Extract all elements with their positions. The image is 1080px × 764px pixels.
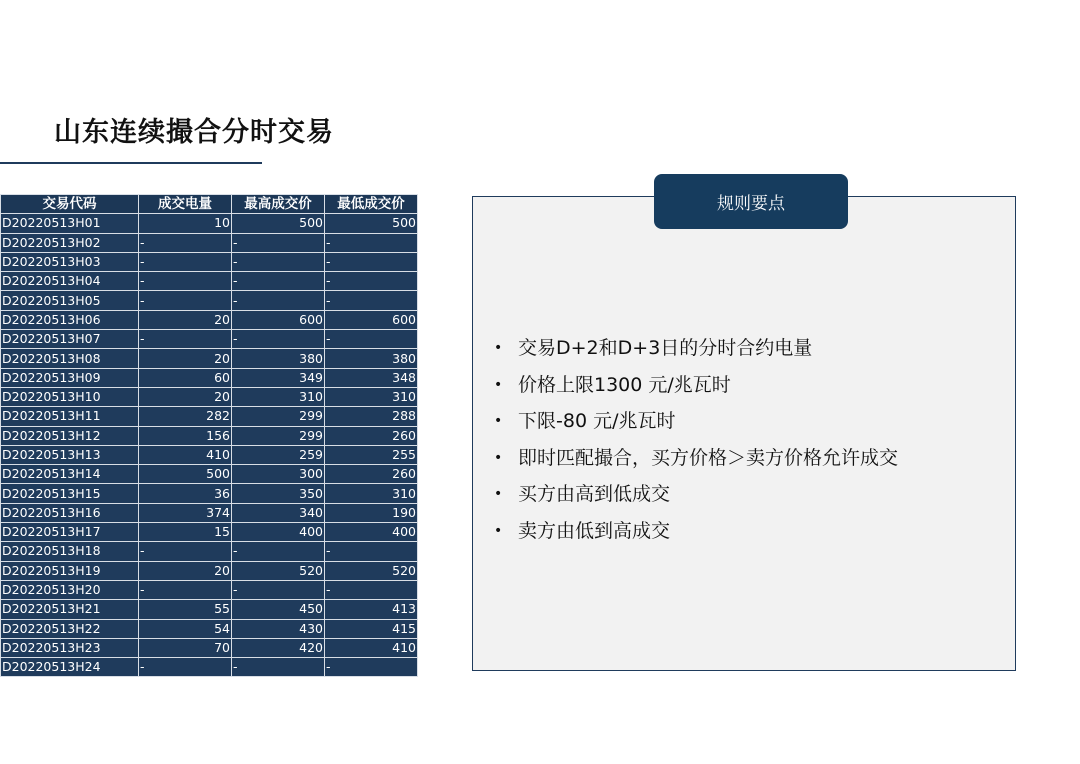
table-row [1, 387, 418, 406]
cell-max-price: 349 [232, 368, 325, 387]
cell-code: D20220513H16 [1, 503, 139, 522]
trade-table [0, 194, 418, 677]
cell-min-price: - [325, 252, 418, 271]
cell-min-price: - [325, 542, 418, 561]
cell-min-price: 415 [325, 619, 418, 638]
cell-max-price: 450 [232, 600, 325, 619]
cell-volume: 10 [139, 214, 232, 233]
cell-min-price: 190 [325, 503, 418, 522]
cell-volume: - [139, 580, 232, 599]
cell-max-price: - [232, 233, 325, 252]
table-row [1, 619, 418, 638]
table-row [1, 252, 418, 271]
table-row [1, 330, 418, 349]
cell-max-price: 259 [232, 445, 325, 464]
cell-max-price: 299 [232, 426, 325, 445]
table-row [1, 272, 418, 291]
cell-min-price: - [325, 272, 418, 291]
cell-min-price: - [325, 580, 418, 599]
table-row [1, 407, 418, 426]
cell-code: D20220513H05 [1, 291, 139, 310]
cell-max-price: 420 [232, 638, 325, 657]
cell-min-price: 520 [325, 561, 418, 580]
table-header-row [1, 195, 418, 214]
table-row [1, 580, 418, 599]
bullet-icon: • [494, 522, 503, 539]
rule-text: 交易D+2和D+3日的分时合约电量 [518, 337, 813, 359]
cell-volume: - [139, 542, 232, 561]
rule-item [494, 440, 898, 477]
cell-min-price: - [325, 330, 418, 349]
column-header-max-price: 最高成交价 [232, 195, 325, 214]
table-row [1, 503, 418, 522]
rule-item [494, 330, 898, 367]
cell-max-price: 300 [232, 465, 325, 484]
cell-volume: - [139, 330, 232, 349]
table-row [1, 291, 418, 310]
table-row [1, 426, 418, 445]
rule-text: 买方由高到低成交 [518, 483, 671, 505]
table-row [1, 310, 418, 329]
column-header-min-price: 最低成交价 [325, 195, 418, 214]
cell-min-price: - [325, 658, 418, 677]
cell-code: D20220513H10 [1, 387, 139, 406]
table-body [1, 214, 418, 677]
cell-volume: 54 [139, 619, 232, 638]
cell-code: D20220513H04 [1, 272, 139, 291]
cell-volume: 500 [139, 465, 232, 484]
cell-volume: - [139, 272, 232, 291]
cell-code: D20220513H14 [1, 465, 139, 484]
cell-code: D20220513H22 [1, 619, 139, 638]
rule-item [494, 367, 898, 404]
cell-max-price: 400 [232, 523, 325, 542]
cell-min-price: 310 [325, 484, 418, 503]
cell-volume: 20 [139, 349, 232, 368]
cell-max-price: - [232, 272, 325, 291]
cell-volume: 20 [139, 561, 232, 580]
cell-min-price: 400 [325, 523, 418, 542]
bullet-icon: • [494, 449, 503, 466]
cell-volume: 374 [139, 503, 232, 522]
bullet-icon: • [494, 486, 503, 502]
cell-min-price: 310 [325, 387, 418, 406]
cell-min-price: 500 [325, 214, 418, 233]
cell-min-price: 255 [325, 445, 418, 464]
cell-volume: 20 [139, 387, 232, 406]
cell-max-price: 350 [232, 484, 325, 503]
cell-max-price: 340 [232, 503, 325, 522]
bullet-icon: • [494, 340, 503, 356]
cell-volume: 156 [139, 426, 232, 445]
cell-max-price: - [232, 542, 325, 561]
cell-volume: 410 [139, 445, 232, 464]
title-underline [0, 162, 262, 164]
cell-min-price: 410 [325, 638, 418, 657]
table-row [1, 561, 418, 580]
table-row [1, 445, 418, 464]
cell-code: D20220513H08 [1, 349, 139, 368]
cell-code: D20220513H17 [1, 523, 139, 542]
cell-code: D20220513H07 [1, 330, 139, 349]
table-row [1, 484, 418, 503]
cell-max-price: 299 [232, 407, 325, 426]
rule-text: 下限-80 元/兆瓦时 [518, 410, 676, 432]
cell-max-price: 600 [232, 310, 325, 329]
cell-volume: 36 [139, 484, 232, 503]
cell-code: D20220513H09 [1, 368, 139, 387]
cell-code: D20220513H18 [1, 542, 139, 561]
table-row [1, 542, 418, 561]
table-row [1, 523, 418, 542]
cell-min-price: - [325, 291, 418, 310]
table-row [1, 638, 418, 657]
cell-code: D20220513H13 [1, 445, 139, 464]
bullet-icon: • [494, 413, 503, 429]
cell-max-price: - [232, 330, 325, 349]
rule-item [494, 403, 898, 440]
cell-code: D20220513H24 [1, 658, 139, 677]
cell-code: D20220513H02 [1, 233, 139, 252]
cell-volume: 20 [139, 310, 232, 329]
cell-min-price: 380 [325, 349, 418, 368]
cell-max-price: 500 [232, 214, 325, 233]
cell-max-price: 520 [232, 561, 325, 580]
cell-volume: 70 [139, 638, 232, 657]
cell-code: D20220513H03 [1, 252, 139, 271]
cell-code: D20220513H15 [1, 484, 139, 503]
cell-code: D20220513H19 [1, 561, 139, 580]
bullet-icon: • [494, 376, 503, 393]
rule-item [494, 476, 898, 513]
rule-item [494, 513, 898, 550]
cell-max-price: - [232, 658, 325, 677]
table-row [1, 214, 418, 233]
column-header-code: 交易代码 [1, 195, 139, 214]
cell-volume: - [139, 233, 232, 252]
cell-volume: 60 [139, 368, 232, 387]
cell-max-price: 430 [232, 619, 325, 638]
table-row [1, 233, 418, 252]
cell-volume: 55 [139, 600, 232, 619]
cell-code: D20220513H21 [1, 600, 139, 619]
table-row [1, 349, 418, 368]
cell-min-price: 288 [325, 407, 418, 426]
cell-max-price: - [232, 252, 325, 271]
cell-max-price: - [232, 580, 325, 599]
cell-min-price: 260 [325, 426, 418, 445]
cell-code: D20220513H20 [1, 580, 139, 599]
cell-code: D20220513H12 [1, 426, 139, 445]
cell-min-price: 413 [325, 600, 418, 619]
table-row [1, 658, 418, 677]
column-header-volume: 成交电量 [139, 195, 232, 214]
cell-code: D20220513H06 [1, 310, 139, 329]
rule-text: 即时匹配撮合，买方价格＞卖方价格允许成交 [518, 446, 899, 469]
cell-max-price: 310 [232, 387, 325, 406]
cell-min-price: - [325, 233, 418, 252]
cell-min-price: 260 [325, 465, 418, 484]
table-row [1, 368, 418, 387]
cell-volume: 15 [139, 523, 232, 542]
cell-min-price: 348 [325, 368, 418, 387]
cell-volume: - [139, 291, 232, 310]
cell-max-price: - [232, 291, 325, 310]
rules-panel-header: 规则要点 [654, 174, 848, 229]
cell-volume: - [139, 252, 232, 271]
table-row [1, 465, 418, 484]
table-row [1, 600, 418, 619]
cell-volume: - [139, 658, 232, 677]
cell-code: D20220513H01 [1, 214, 139, 233]
page-title: 山东连续撮合分时交易 [54, 117, 334, 148]
cell-min-price: 600 [325, 310, 418, 329]
cell-max-price: 380 [232, 349, 325, 368]
rule-text: 价格上限1300 元/兆瓦时 [518, 373, 731, 396]
cell-volume: 282 [139, 407, 232, 426]
rules-list [494, 330, 898, 549]
rule-text: 卖方由低到高成交 [518, 519, 671, 542]
cell-code: D20220513H23 [1, 638, 139, 657]
cell-code: D20220513H11 [1, 407, 139, 426]
